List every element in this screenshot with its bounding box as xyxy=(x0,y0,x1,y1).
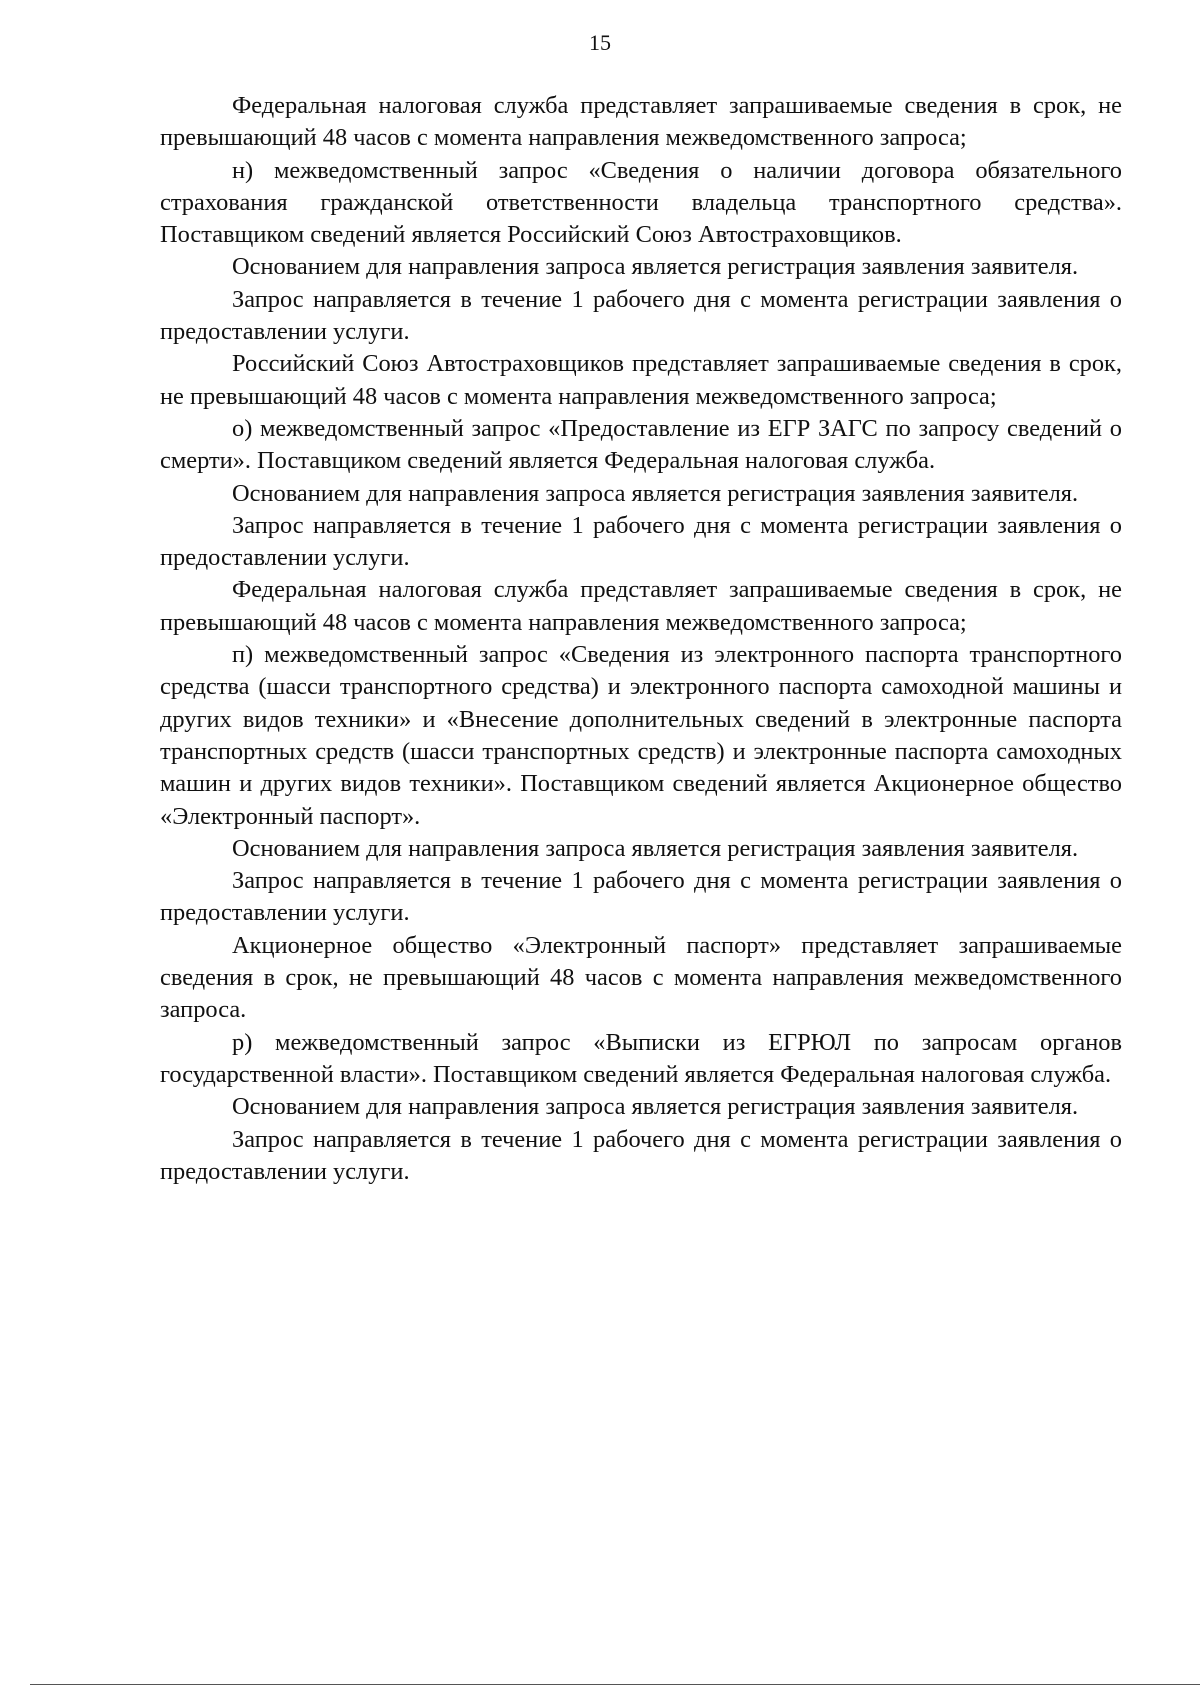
document-body xyxy=(160,90,1122,1188)
paragraph: Российский Союз Автостраховщиков представляет запрашиваемые сведения в срок, не превышающий 48 часов с момента направления межведомственного запроса; xyxy=(160,350,1122,410)
page-bottom-divider xyxy=(30,1684,1200,1685)
paragraph: Основанием для направления запроса является регистрация заявления заявителя. xyxy=(232,253,1079,281)
paragraph: Запрос направляется в течение 1 рабочего дня с момента регистрации заявления о предоставлении услуги. xyxy=(160,511,1122,572)
paragraph: Запрос направляется в течение 1 рабочего дня с момента регистрации заявления о предоставлении услуги. xyxy=(160,285,1122,346)
paragraph: о) межведомственный запрос «Предоставление из ЕГР ЗАГС по запросу сведений о смерти». Поставщиком сведений является Федеральная налоговая служба. xyxy=(160,414,1122,475)
paragraph: Основанием для направления запроса является регистрация заявления заявителя. xyxy=(232,1093,1079,1121)
paragraph: р) межведомственный запрос «Выписки из ЕГРЮЛ по запросам органов государственной власти». Поставщиком сведений является Федеральная налоговая служба. xyxy=(160,1028,1122,1088)
paragraph: н) межведомственный запрос «Сведения о наличии договора обязательного страхования гражданской ответственности владельца транспортного средства». Поставщиком сведений является Российский Союз Автостраховщиков. xyxy=(160,156,1122,249)
paragraph: Федеральная налоговая служба представляет запрашиваемые сведения в срок, не превышающий 48 часов с момента направления межведомственного запроса; xyxy=(160,92,1122,152)
paragraph: п) межведомственный запрос «Сведения из электронного паспорта транспортного средства (шасси транспортного средства) и электронного паспорта самоходной машины и других видов техники» и «Внесение дополнительных сведений в электронные паспорта транспортных средств (шасси транспортных средств) и электронные паспорта самоходных машин и других видов техники». Поставщиком сведений является Акционерное общество «Электронный паспорт». xyxy=(160,641,1122,830)
paragraph: Запрос направляется в течение 1 рабочего дня с момента регистрации заявления о предоставлении услуги. xyxy=(160,1125,1122,1185)
paragraph: Основанием для направления запроса является регистрация заявления заявителя. xyxy=(232,834,1079,862)
paragraph: Акционерное общество «Электронный паспорт» представляет запрашиваемые сведения в срок, не превышающий 48 часов с момента направления межведомственного запроса. xyxy=(160,931,1122,1024)
page-number: 15 xyxy=(589,30,611,55)
paragraph: Федеральная налоговая служба представляет запрашиваемые сведения в срок, не превышающий 48 часов с момента направления межведомственного запроса; xyxy=(160,576,1122,636)
paragraph: Основанием для направления запроса является регистрация заявления заявителя. xyxy=(232,479,1079,507)
paragraph: Запрос направляется в течение 1 рабочего дня с момента регистрации заявления о предоставлении услуги. xyxy=(160,867,1122,927)
